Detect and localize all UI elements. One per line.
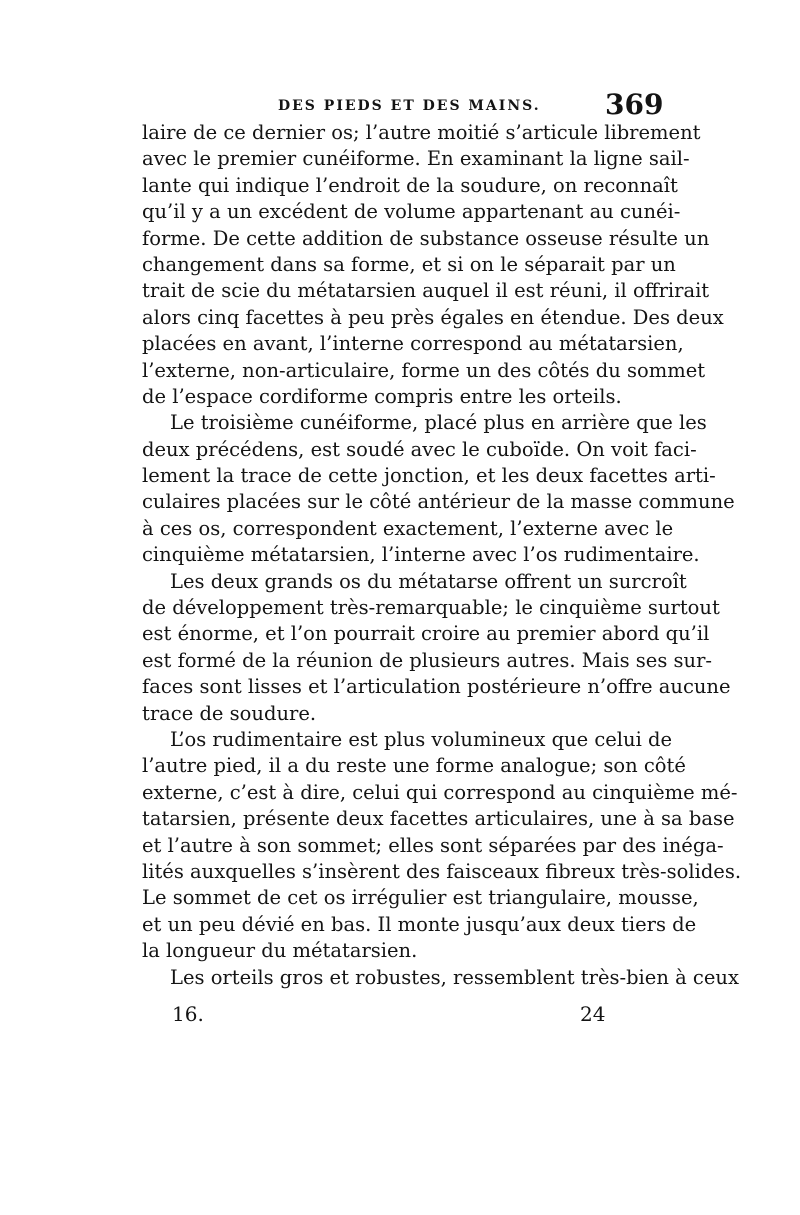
text-line: culaires placées sur le côté antérieur de la masse commune [142,490,735,514]
text-line: et l’autre à son sommet; elles sont séparées par des inéga- [142,833,724,857]
text-line: est énorme, et l’on pourrait croire au premier abord qu’il [142,622,710,646]
text-line: l’externe, non-articulaire, forme un des côtés du sommet [142,358,706,382]
folio-mark: 24 [580,1002,606,1026]
text-line: de développement très-remarquable; le cinquième surtout [142,596,720,620]
text-line: est formé de la réunion de plusieurs autres. Mais ses sur- [142,648,713,672]
text-line: Les deux grands os du métatarse offrent un surcroît [170,569,687,593]
text-line: Le sommet de cet os irrégulier est triangulaire, mousse, [142,886,699,910]
text-line: et un peu dévié en bas. Il monte jusqu’aux deux tiers de [142,912,697,936]
signature-mark: 16. [172,1002,204,1026]
text-line: placées en avant, l’interne correspond au métatarsien, [142,332,684,356]
page-number: 369 [605,88,664,121]
text-line: laire de ce dernier os; l’autre moitié s’articule librement [142,121,701,144]
body-text [142,120,742,991]
text-line: Le troisième cunéiforme, placé plus en arrière que les [170,411,707,435]
text-line: externe, c’est à dire, celui qui correspond au cinquième mé- [142,780,738,804]
text-line: trait de scie du métatarsien auquel il est réuni, il offrirait [142,279,710,303]
text-line: cinquième métatarsien, l’interne avec l’os rudimentaire. [142,543,700,567]
text-line: avec le premier cunéiforme. En examinant la ligne sail- [142,147,690,171]
running-head: DES PIEDS ET DES MAINS. [278,98,541,114]
text-line: de l’espace cordiforme compris entre les orteils. [142,384,622,408]
text-line: tatarsien, présente deux facettes articulaires, une à sa base [142,807,735,831]
text-line: qu’il y a un excédent de volume appartenant au cunéi- [142,200,681,224]
text-line: deux précédens, est soudé avec le cuboïde. On voit faci- [142,437,697,461]
text-line: forme. De cette addition de substance osseuse résulte un [142,226,710,250]
text-line: lités auxquelles s’insèrent des faisceaux fibreux très-solides. [142,859,742,883]
text-line: alors cinq facettes à peu près égales en étendue. Des deux [142,305,724,329]
text-line: l’autre pied, il a du reste une forme analogue; son côté [142,754,686,778]
text-line: la longueur du métatarsien. [142,939,418,963]
text-line: lement la trace de cette jonction, et les deux facettes arti- [142,464,716,488]
text-line: faces sont lisses et l’articulation postérieure n’offre aucune [142,675,731,699]
text-line: L’os rudimentaire est plus volumineux que celui de [170,727,673,751]
text-line: Les orteils gros et robustes, ressemblent très-bien à ceux [170,965,739,989]
text-line: trace de soudure. [142,701,317,725]
text-line: lante qui indique l’endroit de la soudure, on reconnaît [142,173,678,197]
text-line: à ces os, correspondent exactement, l’externe avec le [142,516,674,540]
text-line: changement dans sa forme, et si on le séparait par un [142,252,676,276]
